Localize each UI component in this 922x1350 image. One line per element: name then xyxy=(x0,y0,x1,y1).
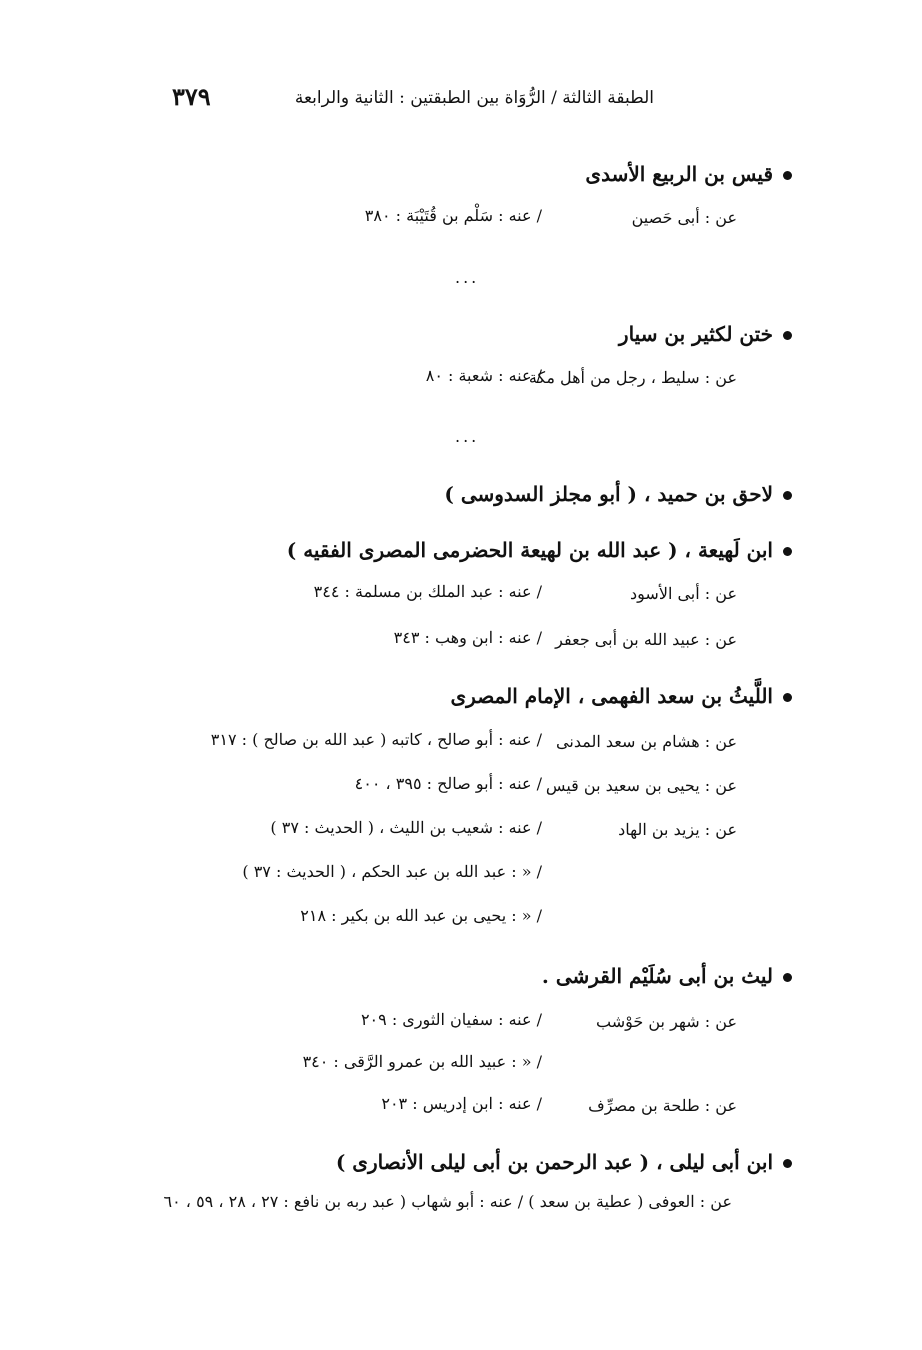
narration-to: / عنه : عبد الملك بن مسلمة : ٣٤٤ xyxy=(313,582,542,601)
narration-to: / « : عبد الله بن عبد الحكم ، ( الحديث : ٣٧ ) xyxy=(242,862,542,881)
entry-heading xyxy=(444,482,792,506)
narration-to: / عنه : ابن إدريس : ٢٠٣ xyxy=(381,1094,542,1113)
narrator-name: ابن أبى ليلى ، ( عبد الرحمن بن أبى ليلى الأنصارى ) xyxy=(335,1150,773,1174)
bullet-icon xyxy=(783,973,792,982)
narration-from: عن : أبى الأسود xyxy=(630,584,737,603)
narration-to: / عنه : ابن وهب : ٣٤٣ xyxy=(393,628,542,647)
section-separator: ... xyxy=(455,427,480,446)
bullet-icon xyxy=(783,547,792,556)
narration-to: / عنه : سفيان الثورى : ٢٠٩ xyxy=(360,1010,542,1029)
narration-from: عن : هشام بن سعد المدنى xyxy=(556,732,737,751)
bullet-icon xyxy=(783,491,792,500)
narrator-name: قيس بن الربيع الأسدى xyxy=(585,162,773,186)
narrator-name: ابن لَهيعة ، ( عبد الله بن لهيعة الحضرمى المصرى الفقيه ) xyxy=(286,538,773,562)
narration-from: عن : شهر بن حَوْشب xyxy=(596,1012,737,1031)
narration-to: / عنه : شعبة : ٨٠ xyxy=(425,366,542,385)
section-separator: ... xyxy=(455,268,480,287)
narration-to: / « : عبيد الله بن عمرو الرَّقى : ٣٤٠ xyxy=(302,1052,542,1071)
narration-from: عن : أبى حَصين xyxy=(631,208,737,227)
narration-to: / « : يحيى بن عبد الله بن بكير : ٢١٨ xyxy=(300,906,542,925)
bullet-icon xyxy=(783,171,792,180)
narration-to: / عنه : أبو صالح : ٣٩٥ ، ٤٠٠ xyxy=(354,774,542,793)
narration-to: / عنه : أبو صالح ، كاتبه ( عبد الله بن صالح ) : ٣١٧ xyxy=(210,730,542,749)
narrator-name: ليث بن أبى سُلَيْم القرشى . xyxy=(541,964,773,988)
narration-from: عن : طلحة بن مصرِّف xyxy=(588,1096,737,1115)
entry-heading xyxy=(336,1150,792,1174)
narration-from: عن : يزيد بن الهاد xyxy=(618,820,737,839)
entry-heading xyxy=(287,538,792,562)
narrator-name: اللَّيثُ بن سعد الفهمى ، الإمام المصرى xyxy=(450,684,773,708)
running-header: الطبقة الثالثة / الرُّوَاة بين الطبقتين : الثانية والرابعة xyxy=(294,88,654,108)
narration-from: عن : عبيد الله بن أبى جعفر xyxy=(555,630,737,649)
narrator-name: لاحق بن حميد ، ( أبو مجلز السدوسى ) xyxy=(444,482,773,506)
entry-heading xyxy=(619,322,792,346)
entry-heading xyxy=(585,162,792,186)
narrator-name: ختن لكثير بن سيار xyxy=(618,322,773,346)
bullet-icon xyxy=(783,1159,792,1168)
narration-to: / عنه : شعيب بن الليث ، ( الحديث : ٣٧ ) xyxy=(270,818,542,837)
narration-line xyxy=(164,1192,732,1211)
narration-from: عن : العوفى ( عطية بن سعد ) xyxy=(528,1192,732,1211)
narration-to: / عنه : سَلْم بن قُتَيْبَة : ٣٨٠ xyxy=(364,206,542,225)
bullet-icon xyxy=(783,331,792,340)
page-number: ٣٧٩ xyxy=(172,82,211,111)
narration-from: عن : سليط ، رجل من أهل مكة xyxy=(528,368,737,387)
entry-heading xyxy=(542,964,792,988)
narration-to: / عنه : أبو شهاب ( عبد ربه بن نافع : ٢٧ ، ٢٨ ، ٥٩ ، ٦٠ xyxy=(163,1192,524,1211)
narration-from: عن : يحيى بن سعيد بن قيس xyxy=(545,776,737,795)
entry-heading xyxy=(451,684,793,708)
bullet-icon xyxy=(783,693,792,702)
